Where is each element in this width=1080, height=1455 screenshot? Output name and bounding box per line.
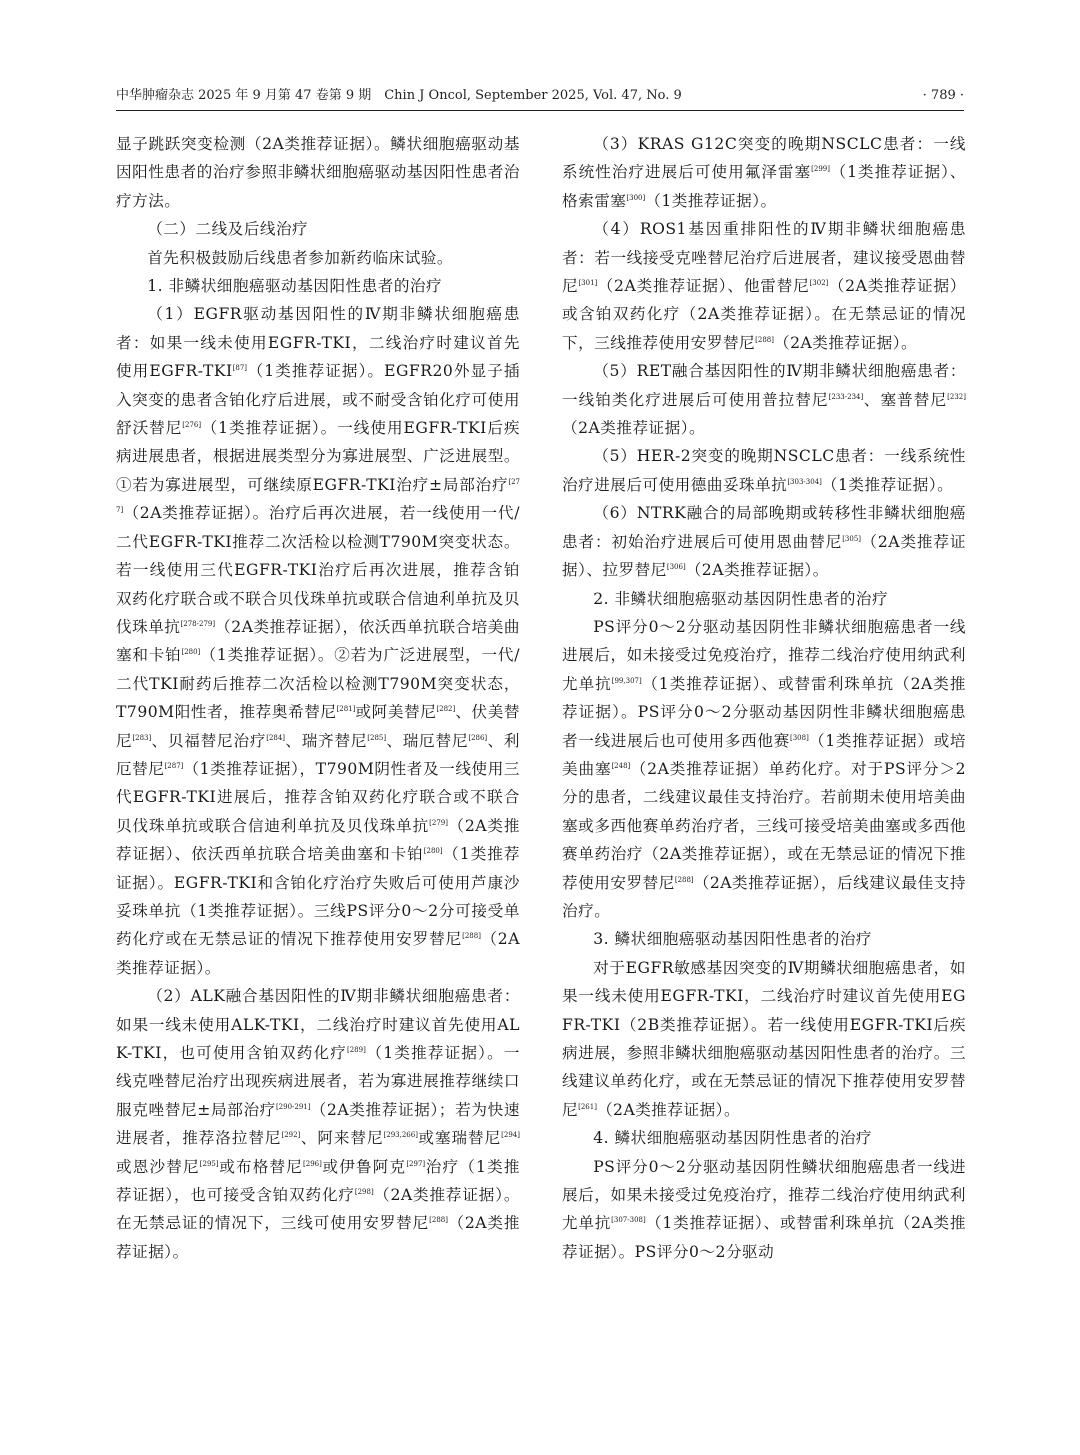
citation-ref: [305] [842,534,862,543]
text-run: （2A类推荐证据）。 [562,419,706,438]
text-run: 1. 非鳞状细胞癌驱动基因阳性患者的治疗 [147,277,443,296]
citation-ref: [288] [755,335,774,344]
text-run: 4. 鳞状细胞癌驱动基因阴性患者的治疗 [593,1129,873,1148]
citation-ref: [284] [266,733,286,742]
citation-ref: [278-279] [180,619,216,628]
text-run: （3）KRAS G12C突变的晚期NSCLC患者：一线系统性治疗进展后可使用氟泽雷塞 [562,135,966,182]
text-run: （2A类推荐证据）。 [596,1100,741,1119]
text-run: 、阿来替尼 [300,1129,384,1148]
citation-ref: [283] [132,733,152,742]
text-run: 、塞普替尼 [863,390,948,409]
citation-ref: [276] [182,420,202,429]
citation-ref: [300] [626,193,646,202]
text-run: 治疗（1类推荐证据），也可接受含铂双药化疗 [116,1157,520,1205]
text-run: （2A类推荐证据）。 [685,561,829,580]
text-run: （2A类推荐证据）。 [116,930,520,977]
citation-ref: [308] [789,733,809,742]
paragraph [562,442,966,499]
text-run: （1类推荐证据）。EGFR20外显子插入突变的患者含铂化疗后进展，或不耐受含铂化疗可使用舒沃替尼 [116,362,520,438]
citation-ref: [232] [947,392,966,401]
citation-ref: [298] [354,1187,374,1196]
text-run: 、瑞厄替尼 [386,731,469,750]
citation-ref: [277] [116,477,520,515]
text-run: （6）NTRK融合的局部晚期或转移性非鳞状细胞癌患者：初始治疗进展后可使用恩曲替尼 [562,504,966,551]
text-run: （1）EGFR驱动基因阳性的Ⅳ期非鳞状细胞癌患者：如果一线未使用EGFR-TKI，二线治疗时建议首先使用EGFR-TKI [116,305,520,381]
citation-ref: [297] [406,1159,426,1168]
text-run: （5）RET融合基因阳性的Ⅳ期非鳞状细胞癌患者：一线铂类化疗进展后可使用普拉替尼 [562,362,966,409]
citation-ref: [303-304] [787,477,822,486]
right-column [562,130,966,1266]
citation-ref: [280] [423,846,443,855]
text-run: 显子跳跃突变检测（2A类推荐证据）。鳞状细胞癌驱动基因阳性患者的治疗参照非鳞状细胞癌驱动基因阳性患者治疗方法。 [116,135,520,210]
citation-ref: [287] [164,761,184,770]
text-run: （1类推荐证据），T790M阴性者及一线使用三代EGFR-TKI进展后，推荐含铂双药化疗联合或不联合贝伐珠单抗或联合信迪利单抗及贝伐珠单抗 [116,759,520,835]
citation-ref: [282] [436,704,456,713]
citation-ref: [295] [199,1159,219,1168]
text-run: 对于EGFR敏感基因突变的Ⅳ期鳞状细胞癌患者，如果一线未使用EGFR-TKI，二线治疗时建议首先使用EGFR-TKI（2B类推荐证据）。若一线使用EGFR-TKI后疾病进展，参照非鳞状细胞癌驱动基因阳性患者的治疗。三线建议单药化疗，或在无禁忌证的情况下推荐使用安罗替尼 [562,958,966,1119]
text-run: （2A类推荐证据）；若为快速进展者，推荐洛拉替尼 [116,1100,520,1148]
left-column [116,130,520,1266]
text-run: （1类推荐证据）。 [645,191,777,210]
text-run: 、利厄替尼 [116,731,520,778]
citation-ref: [301] [578,278,598,287]
text-run: 或伊鲁阿克 [321,1157,407,1176]
citation-ref: [288] [462,932,481,941]
text-run: （2A类推荐证据）。治疗后再次进展，若一线使用一代/二代EGFR-TKI推荐二次活检以检测T790M突变状态。若一线使用三代EGFR-TKI治疗后再次进展，推荐含铂双药化疗联合或不联合贝伐珠单抗或联合信迪利单抗及贝伐珠单抗 [116,504,520,636]
citation-ref: [296] [303,1159,322,1168]
text-run: （1类推荐证据）或培美曲塞 [562,731,966,778]
citation-ref: [87] [232,364,248,373]
text-run: 、贝福替尼治疗 [151,731,267,750]
citation-ref: [290-291] [275,1102,311,1111]
text-run: （2）ALK融合基因阳性的Ⅳ期非鳞状细胞癌患者：如果一线未使用ALK-TKI，二线治疗时建议首先使用ALK-TKI，也可使用含铂双药化疗 [116,987,520,1062]
page-number: · 789 · [922,88,964,103]
paragraph [562,613,966,925]
citation-ref: [233-234] [828,392,864,401]
citation-ref: [288] [429,1216,448,1225]
citation-ref: [302] [809,278,829,287]
text-run: （2A类推荐证据），依沃西单抗联合培美曲塞和卡铂 [116,617,520,665]
text-run: 、伏美替尼 [116,703,520,750]
paragraph [562,357,966,442]
text-run: 或恩沙替尼 [116,1157,200,1176]
text-run: 或阿美替尼 [355,703,437,722]
text-run: （1类推荐证据）。②若为广泛进展型，一代/二代TKI耐药后推荐二次活检以检测T790M突变状态，T790M阳性者，推荐奥希替尼 [116,646,520,722]
citation-ref: [294] [501,1131,520,1140]
text-run: （2A类推荐证据）。在无禁忌证的情况下，三线可使用安罗替尼 [116,1186,520,1233]
text-run: （5）HER-2突变的晚期NSCLC患者：一线系统性治疗进展后可使用德曲妥珠单抗 [562,447,966,494]
paragraph [116,300,520,982]
text-run: （2A类推荐证据）、他雷替尼 [597,277,810,296]
text-run: 2. 非鳞状细胞癌驱动基因阴性患者的治疗 [593,589,889,608]
text-run: 首先积极鼓励后线患者参加新药临床试验。 [147,248,453,267]
citation-ref: [261] [578,1102,597,1111]
paragraph [562,215,966,357]
text-run: 3. 鳞状细胞癌驱动基因阳性患者的治疗 [593,930,873,949]
citation-ref: [281] [336,704,356,713]
citation-ref: [306] [666,562,686,571]
citation-ref: [307-308] [611,1216,646,1225]
paragraph [562,925,966,953]
citation-ref: [293,266] [383,1131,418,1140]
paragraph [562,499,966,584]
text-run: （1类推荐证据）、或替雷利珠单抗（2A类推荐证据）。PS评分0～2分驱动基因阴性非鳞状细胞癌患者一线进展后也可使用多西他赛 [562,674,966,750]
text-run: （2A类推荐证据）单药化疗。对于PS评分＞2分的患者，二线建议最佳支持治疗。若前期未使用培美曲塞或多西他赛单药治疗者，三线可接受培美曲塞或多西他赛单药治疗（2A类推荐证据），或在无禁忌证的情况下推荐使用安罗替尼 [562,759,966,892]
paragraph [562,954,966,1124]
text-run: PS评分0～2分驱动基因阴性鳞状细胞癌患者一线进展后，如果未接受过免疫治疗，推荐二线治疗使用纳武利尤单抗 [562,1157,966,1233]
citation-ref: [292] [281,1131,301,1140]
citation-ref: [288] [674,875,694,884]
text-run: （2A类推荐证据）。 [116,1214,520,1261]
text-run: 、瑞齐替尼 [285,731,368,750]
citation-ref: [285] [367,733,387,742]
text-run: （4）ROS1基因重排阳性的Ⅳ期非鳞状细胞癌患者：若一线接受克唑替尼治疗后进展者，建议接受恩曲替尼 [562,220,966,296]
text-run: （2A类推荐证据）。 [773,333,918,352]
citation-ref: [299] [811,165,830,174]
text-run: （1类推荐证据）。一线克唑替尼治疗出现疾病进展者，若为寡进展推荐继续口服克唑替尼±局部治疗 [116,1044,520,1119]
running-header [116,84,964,111]
citation-ref: [280] [181,648,201,657]
paragraph [116,215,520,243]
citation-ref: [289] [347,1045,366,1054]
text-run: （2A类推荐证据）、依沃西单抗联合培美曲塞和卡铂 [116,816,520,864]
text-run: （1类推荐证据）。 [821,475,954,494]
text-run: （1类推荐证据）。一线使用EGFR-TKI后疾病进展患者，根据进展类型分为寡进展型、广泛进展型。①若为寡进展型，可继续原EGFR-TKI治疗±局部治疗 [116,419,520,494]
text-run: 或塞瑞替尼 [417,1129,502,1148]
text-run: PS评分0～2分驱动基因阴性非鳞状细胞癌患者一线进展后，如未接受过免疫治疗，推荐二线治疗使用纳武利尤单抗 [562,617,966,693]
text-run: （2A类推荐证据）、拉罗替尼 [562,532,966,580]
text-run: 或布格替尼 [218,1157,304,1176]
paragraph [562,1153,966,1267]
citation-ref: [248] [611,761,631,770]
journal-citation: 中华肿瘤杂志 2025 年 9 月第 47 卷第 9 期 Chin J Oncol, September 2025, Vol. 47, No. 9 [116,88,682,103]
paragraph [116,982,520,1266]
text-run: （2A类推荐证据）或含铂双药化疗（2A类推荐证据）。在无禁忌证的情况下，三线推荐使用安罗替尼 [562,277,966,352]
text-run: （1类推荐证据）、格索雷塞 [562,163,966,210]
text-run: （二）二线及后线治疗 [147,220,309,239]
paragraph [116,130,520,215]
paragraph [116,244,520,272]
paragraph [116,272,520,300]
citation-ref: [286] [468,733,488,742]
paragraph [562,1124,966,1152]
paragraph [562,130,966,215]
text-run: （1类推荐证据）、或替雷利珠单抗（2A类推荐证据）。PS评分0～2分驱动 [562,1214,966,1261]
text-run: （2A类推荐证据），后线建议最佳支持治疗。 [562,873,966,920]
citation-ref: [99,307] [611,676,642,685]
paragraph [562,585,966,613]
citation-ref: [279] [429,818,448,827]
text-run: （1类推荐证据）。EGFR-TKI和含铂化疗治疗失败后可使用芦康沙妥珠单抗（1类推荐证据）。三线PS评分0～2分可接受单药化疗或在无禁忌证的情况下推荐使用安罗替尼 [116,845,521,949]
